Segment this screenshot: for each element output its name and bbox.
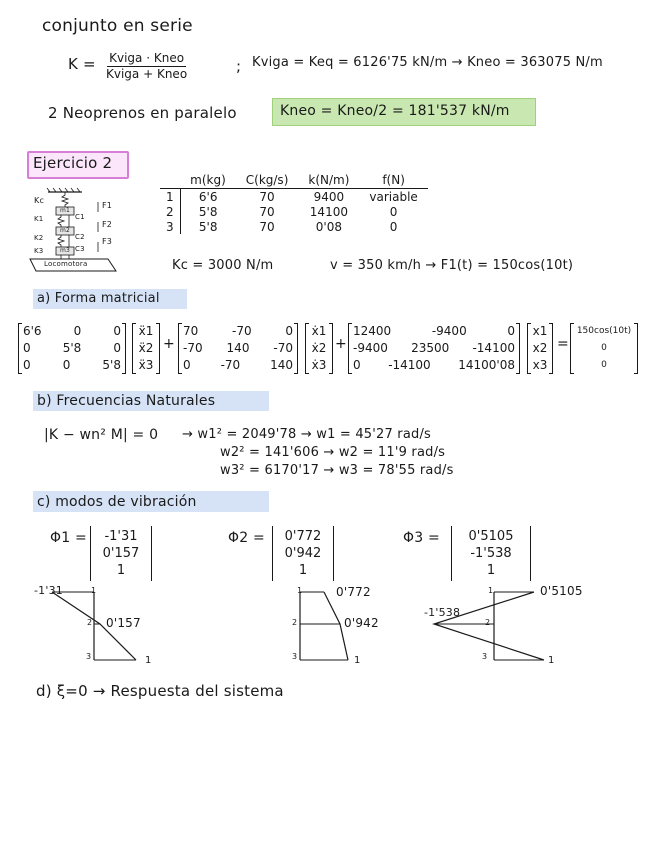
matrix-cell: 23500 — [411, 341, 450, 355]
table-cell: 14100 — [309, 204, 348, 219]
acceleration-vector — [132, 323, 160, 374]
table-cell: 0 — [389, 219, 398, 234]
mode-1-label: Φ1 = — [50, 530, 87, 546]
frequency-line-2: w2² = 141'606 → w2 = 11'9 rad/s — [220, 445, 446, 460]
vector-cell: 0'5105 — [468, 529, 514, 544]
matrix-cell: 140 — [270, 358, 293, 372]
mode-1-bottom-value: 1 — [145, 655, 152, 666]
table-row — [160, 219, 428, 234]
vector-cell: 0'772 — [284, 529, 322, 544]
matrix-cell: 0 — [62, 358, 71, 372]
table-header: k(N/m) — [298, 173, 359, 189]
diagram-label-locomotora: Locomotora — [44, 260, 88, 268]
force-vector — [570, 323, 638, 374]
part-b-title: b) Frecuencias Naturales — [37, 393, 216, 409]
determinant-equation: |K − wn² M| = 0 — [44, 427, 159, 443]
mode-1-vector — [90, 526, 152, 581]
mode-2-node-3: 3 — [292, 652, 298, 661]
equals-sign: = — [557, 336, 569, 352]
vector-cell: x1 — [532, 324, 548, 338]
table-header: C(kg/s) — [236, 173, 299, 189]
diagram-label-m3: m3 — [60, 247, 71, 254]
matrix-cell: -9400 — [431, 324, 467, 338]
neoprenos-highlight: Kneo = Kneo/2 = 181'537 kN/m — [280, 103, 510, 119]
matrix-cell: -70 — [232, 324, 252, 338]
mode-3-node-1: 1 — [488, 586, 494, 595]
vector-cell: 0'157 — [102, 546, 140, 561]
matrix-cell: 14100'08 — [458, 358, 515, 372]
matrix-cell: 0 — [285, 324, 293, 338]
diagram-label-c3: C3 — [75, 245, 85, 253]
table-cell: 5'8 — [198, 219, 218, 234]
frequency-line-3: w3² = 6170'17 → w3 = 78'55 rad/s — [220, 463, 454, 478]
mode-1-node-1: 1 — [91, 586, 97, 595]
frequency-line-1: → w1² = 2049'78 → w1 = 45'27 rad/s — [182, 427, 432, 442]
damping-matrix — [178, 323, 298, 374]
matrix-cell: 5'8 — [62, 341, 82, 355]
mass-matrix — [18, 323, 126, 374]
plus-sign: + — [163, 336, 175, 352]
matrix-cell: 6'6 — [23, 324, 42, 338]
table-cell: 2 — [160, 204, 180, 219]
matrix-cell: 70 — [183, 324, 199, 338]
matrix-cell: 0 — [507, 324, 515, 338]
diagram-label-c1: C1 — [75, 213, 85, 221]
table-cell: 0 — [389, 204, 398, 219]
matrix-cell: 5'8 — [102, 358, 121, 372]
diagram-label-f1: F1 — [102, 201, 113, 210]
kviga-equation: Kviga = Keq = 6126'75 kN/m → Kneo = 363075 N/m — [252, 55, 603, 70]
vector-cell: ẍ3 — [138, 358, 154, 372]
k-formula-separator: ; — [236, 57, 242, 75]
mode-3-label: Φ3 = — [403, 530, 440, 546]
part-a-title: a) Forma matricial — [37, 291, 160, 306]
part-d-title: d) ξ=0 → Respuesta del sistema — [36, 682, 284, 700]
mode-2-node-2: 2 — [292, 618, 298, 627]
table-header — [160, 173, 180, 189]
vector-cell: 1 — [298, 563, 308, 578]
table-cell: 6'6 — [198, 189, 218, 204]
matrix-cell: -14100 — [472, 341, 515, 355]
matrix-cell: 12400 — [353, 324, 392, 338]
matrix-cell: -14100 — [388, 358, 431, 372]
vector-cell: -1'31 — [104, 529, 138, 544]
velocity-force-line: v = 350 km/h → F1(t) = 150cos(10t) — [330, 258, 574, 273]
table-cell: 9400 — [313, 189, 345, 204]
table-cell: 1 — [160, 189, 180, 205]
diagram-label-f3: F3 — [102, 237, 113, 246]
matrix-cell: 0 — [73, 324, 82, 338]
matrix-cell: -70 — [220, 358, 241, 372]
table-cell: 0'08 — [315, 219, 342, 234]
matrix-cell: 0 — [183, 358, 191, 372]
table-row — [160, 204, 428, 219]
table-header-row — [160, 173, 428, 189]
matrix-cell: -9400 — [353, 341, 388, 355]
vector-cell: ẋ1 — [311, 324, 327, 338]
mode-2-node-1: 1 — [297, 586, 303, 595]
mode-3-vector — [451, 526, 531, 581]
mode-3-node-2: 2 — [485, 618, 491, 627]
table-cell: variable — [369, 189, 418, 204]
diagram-label-k3: K3 — [34, 247, 44, 255]
matrix-cell: 0 — [113, 341, 121, 355]
table-cell: 70 — [259, 219, 275, 234]
mode-3-bottom-value: 1 — [548, 655, 555, 666]
vector-cell: ẋ3 — [311, 358, 327, 372]
diagram-label-m1: m1 — [60, 207, 71, 214]
matrix-cell: -70 — [273, 341, 293, 355]
vector-cell: ẋ2 — [311, 341, 327, 355]
matrix-cell: 0 — [23, 358, 31, 372]
table-cell: 5'8 — [198, 204, 218, 219]
table-row — [160, 189, 428, 205]
parameter-table — [160, 173, 428, 234]
matrix-cell: 0 — [113, 324, 121, 338]
mode-1-node-2: 2 — [87, 618, 93, 627]
k-formula-fraction — [106, 51, 187, 82]
exercise-title: Ejercicio 2 — [33, 154, 113, 172]
mode-2-mid-value: 0'942 — [344, 616, 379, 630]
displacement-vector — [527, 323, 553, 374]
mode-2-top-value: 0'772 — [336, 585, 371, 599]
vector-cell: -1'538 — [470, 546, 512, 561]
diagram-label-c2: C2 — [75, 233, 85, 241]
velocity-vector — [305, 323, 333, 374]
table-header: f(N) — [359, 173, 427, 189]
diagram-label-m2: m2 — [60, 227, 71, 234]
k-formula-numerator: Kviga · Kneo — [109, 51, 185, 65]
table-cell: 70 — [259, 189, 275, 204]
diagram-label-k1: K1 — [34, 215, 44, 223]
section-title-serie: conjunto en serie — [42, 16, 193, 36]
kc-line: Kc = 3000 N/m — [172, 258, 274, 273]
k-formula-denominator: Kviga + Kneo — [106, 67, 188, 81]
vector-cell: ẍ2 — [138, 341, 154, 355]
mode-3-node-3: 3 — [482, 652, 488, 661]
diagram-label-f2: F2 — [102, 220, 113, 229]
plus-sign: + — [335, 336, 347, 352]
stiffness-matrix — [348, 323, 520, 374]
mode-1-node-3: 3 — [86, 652, 92, 661]
mode-3-top-value: 0'5105 — [540, 584, 583, 598]
vector-cell: x3 — [532, 358, 548, 372]
k-formula-lhs: K = — [68, 55, 96, 73]
vector-cell: 1 — [116, 563, 126, 578]
mode-1-top-value: -1'31 — [34, 584, 63, 597]
table-header: m(kg) — [180, 173, 236, 189]
vector-cell: ẍ1 — [138, 324, 154, 338]
vector-cell: 0 — [601, 360, 607, 370]
diagram-label-k2: K2 — [34, 234, 44, 242]
matrix-cell: 140 — [226, 341, 250, 355]
table-cell: 70 — [259, 204, 275, 219]
vector-cell: 0 — [601, 343, 607, 353]
vector-cell: x2 — [532, 341, 548, 355]
mode-1-mid-value: 0'157 — [106, 616, 141, 630]
mode-3-mid-value: -1'538 — [424, 606, 461, 619]
table-cell: 3 — [160, 219, 180, 234]
neoprenos-text: 2 Neoprenos en paralelo — [48, 104, 237, 122]
vector-cell: 1 — [486, 563, 496, 578]
matrix-cell: 0 — [23, 341, 31, 355]
mode-2-vector — [272, 526, 334, 581]
matrix-cell: -70 — [183, 341, 203, 355]
part-c-title: c) modos de vibración — [37, 494, 197, 510]
vector-cell: 0'942 — [284, 546, 322, 561]
matrix-cell: 0 — [353, 358, 361, 372]
diagram-label-kc: Kc — [34, 196, 45, 205]
mode-2-bottom-value: 1 — [354, 655, 361, 666]
vector-cell: 150cos(10t) — [576, 326, 632, 336]
mode-2-label: Φ2 = — [228, 530, 265, 546]
